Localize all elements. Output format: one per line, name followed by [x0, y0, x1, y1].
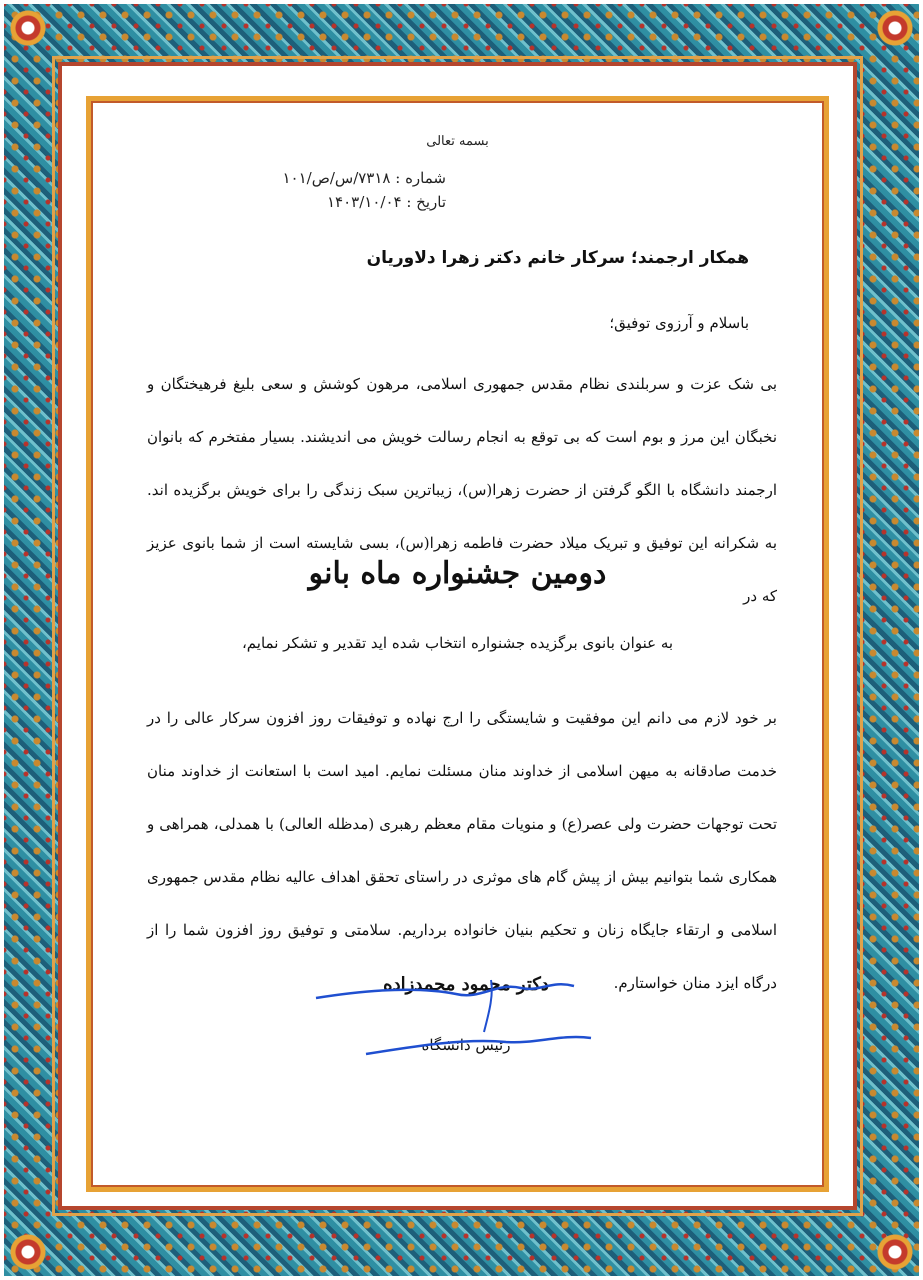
signer-title: رئیس دانشگاه [421, 1036, 511, 1054]
letter-date: تاریخ : ۱۴۰۳/۱۰/۰۴ [327, 193, 446, 211]
award-line: به عنوان بانوی برگزیده جشنواره انتخاب شده اید تقدیر و تشکر نمایم، [241, 634, 674, 652]
body-paragraph-2: بر خود لازم می دانم این موفقیت و شایستگی را ارج نهاده و توفیقات روز افزون سرکار عالی را در خدمت صادقانه به میهن اسلامی از خداوند منان مسئلت نمایم. امید است با استعانت از خداوند منان تحت توجهات حضرت ولی عصر(ع) و منویات مقام معظم رهبری (مدظله العالی) با همدلی، همراهی و همکاری شما بتوانیم بیش از پیش گام های موثری در راستای تحقق اهداف عالیه نظام مقدس جمهوری اسلامی و ارتقاء جایگاه زنان و تحکیم بنیان خانواده برداریم. سلامتی و توفیق روز افزون شما را از درگاه ایزد منان خواستارم. [147, 709, 777, 992]
addressee: همکار ارجمند؛ سرکار خانم دکتر زهرا دلاوریان [366, 248, 749, 268]
signer-name: دکتر محمود محمدزاده [383, 974, 549, 995]
corner-ornament-icon [8, 8, 48, 48]
basmala: بسمه تعالی [426, 134, 489, 149]
letter-page [96, 106, 819, 1182]
greeting: باسلام و آرزوی توفیق؛ [609, 314, 749, 332]
letter-number: شماره : ۷۳۱۸/س/ص/۱۰۱ [282, 169, 446, 187]
corner-ornament-icon [8, 1232, 48, 1272]
letter-meta [216, 166, 446, 214]
corner-ornament-icon [875, 8, 915, 48]
handwritten-signature [306, 976, 596, 1066]
body-paragraph-1: بی شک عزت و سربلندی نظام مقدس جمهوری اسلامی، مرهون کوشش و سعی بلیغ فرهیختگان و نخبگان این مرز و بوم است که بی توقع به انجام رسالت خویش می اندیشند. بسیار مفتخرم که بانوان ارجمند دانشگاه با الگو گرفتن از حضرت زهرا(س)، زیباترین سبک زندگی را برای خویش برگزیده اند. به شکرانه این توفیق و تبریک میلاد حضرت فاطمه زهرا(س)، بسی شایسته است از شما بانوی عزیز که در [147, 375, 777, 605]
signature-stroke [366, 1037, 591, 1054]
corner-ornament-icon [875, 1232, 915, 1272]
signature-stroke [484, 980, 492, 1032]
festival-title: دومین جشنواره ماه بانو [308, 556, 607, 591]
signature-stroke [316, 984, 574, 998]
